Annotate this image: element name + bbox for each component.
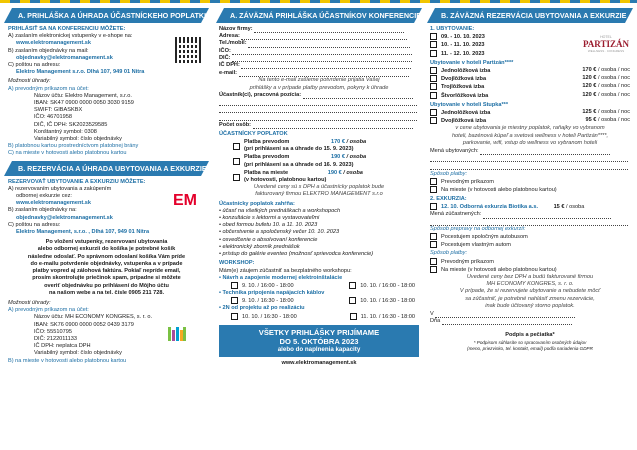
pay2-detail-1: IBAN: SK76 0900 0000 0052 0439 3179 [34,321,134,328]
a-line-2: B) zaslaním objednávky na mail: [8,47,89,54]
column-lodging-reservation [427,8,633,444]
eshop-link[interactable]: www.elektromanagement.sk [16,40,92,47]
fee-early-checkbox[interactable] [233,143,240,150]
workshop-1-slot-1[interactable]: 10. 10. / 16:30 - 18:00 [349,297,415,305]
field-email[interactable]: e-mail: [219,70,419,77]
cancel-note-1: sa zúčastniť, je potrebné nahlásiť zmenu rezervácie, [465,295,595,302]
header-b-lodging: B. REZERVÁCIA A ÚHRADA UBYTOVANIA A EXKURZIE [4,161,209,176]
pay-opt-0[interactable]: Prevodným príkazom [430,178,630,186]
date-option-1[interactable]: 10. - 11. 10. 2023 [430,41,630,49]
excursion-title: 2. EXKURZIA: [430,196,467,203]
field-dic[interactable]: DIČ: [219,55,419,62]
b-email-link[interactable]: objednavky@elektromanagement.sk [16,214,113,221]
pay2-detail-4: IČ DPH: neplatca DPH [34,343,91,350]
cancel-note-0: V prípade, že si rezervujete ubytovanie a nebudete môcť [459,288,601,295]
workshop-2-slots [219,313,419,321]
hotel2-title: Ubytovanie v hoteli Stupka*** [430,101,509,108]
emi-logo: EM [173,191,197,209]
fee-option-late[interactable]: Platba prevodom 190 € / osoba (pri prihlásení sa a úhrade od 16. 9. 2023) [219,154,419,168]
b-title: REZERVOVAŤ UBYTOVANIE A EXKURZIU MÔŽETE: [8,178,146,185]
fee-late-checkbox[interactable] [233,158,240,165]
pay2-detail-2: IČO: 55510795 [34,328,72,335]
hotel1-room-1[interactable]: Dvojlôžková izba 120 € / osoba / noc [430,75,630,83]
notice-0: Po vložení vstupenky, rezervovaní ubytovania [45,239,168,246]
pay-a-detail-6: Variabilný symbol: číslo objednávky [34,136,122,143]
notice-1: alebo odbornej exkurzii do košíka je potrebné košík [37,246,176,253]
cancel-note-2: inak bude účtovaný storno poplatok. [485,302,575,309]
section-a-content [4,23,209,158]
sign-note-1: (meno, priezvisko, tel. kontakt, email) podľa nariadenia GDPR [467,345,593,351]
b-line-1: odbornej exkurzie cez: [16,193,72,200]
includes-1: • konzultácie s lektormi a vystavovateľmi [219,215,320,222]
notice-block [8,239,205,297]
section-b-content [4,176,209,365]
banner-line-1: DO 5. OKTÓBRA 2023 [279,336,359,346]
hotel-note-0: v cene ubytovania je miestny poplatok, raňajky vo vybranom [455,125,605,132]
a-title: PRIHLÁSIŤ SA NA KONFERENCIU MÔŽETE: [8,26,126,32]
hotel2-room-0[interactable]: Jednolôžková izba 125 € / osoba / noc [430,109,630,117]
notice-5: prosím skontrolujte priečinok spam, prípadne si môžete [32,275,181,282]
pay2-detail-0: Názov účtu: MH ECONOMY KONGRES, s. r. o. [34,314,153,321]
header-registration: A. ZÁVÄZNÁ PRIHLÁŠKA ÚČASTNÍKOV KONFERENCIE [216,8,422,23]
top-stripe [0,0,637,3]
notice-2: následne odoslať. Po správnom odoslaní košíka Vám príde [27,253,186,260]
transport-opt-0[interactable]: Pocestujem spoločným autobusom [430,233,630,241]
notice-6: overiť objednávku po prihlásení do Môjho účtu [44,282,169,289]
field-icdph[interactable]: IČ DPH: [219,62,419,69]
field-phone[interactable]: Tel./mobil: [219,40,419,47]
pay2-detail-5: Variabilný symbol: číslo objednávky [34,350,122,357]
includes-2: • obed formou bufetu 10. a 11. 10. 2023 [219,222,318,229]
fee-option-early[interactable]: Platba prevodom 170 € / osoba (pri prihlásení sa a úhrade do 15. 9. 2023) [219,139,419,153]
b-line-3: B) zaslaním objednávky na: [8,207,77,214]
field-ico[interactable]: IČO: [219,48,419,55]
pay2-details [8,314,205,357]
field-address[interactable]: Adresa: [219,33,419,40]
transport-opt-1[interactable]: Pocestujem vlastným autom [430,241,630,249]
pay-a-detail-1: IBAN: SK47 0900 0000 0050 3030 9159 [34,100,134,107]
pay-a: A) prevodným príkazom na účet: [8,85,89,92]
hotel1-title: Ubytovanie v hoteli Partizán**** [430,59,514,66]
includes-5: • elektronický zborník prednášok [219,243,300,250]
field-company[interactable]: Názov firmy: [219,26,419,33]
notice-4: platby vopred aj zálohová faktúra. Pokiaľ nepríde email, [32,268,181,275]
a-line-4: C) poštou na adresu: [8,62,61,69]
deadline-banner [219,325,419,357]
logo-partizan-text: PARTIZÁN [582,39,629,49]
pay2-a: A) prevodným príkazom na účet: [8,307,89,314]
postal-address: Elektro Management s.r.o. Dlhá 107, 949 01 Nitra [16,69,145,76]
includes-title: Účastnícky poplatok zahŕňa: [219,200,295,207]
workshop-0-slots [219,282,419,290]
workshop-1-title: • Technika pripojenia napájacích káblov [219,290,325,297]
hotel1-room-3[interactable]: Štvorlôžková izba 120 € / osoba / noc [430,92,630,100]
mh-note-0: Uvedené ceny bez DPH a budú fakturované firmou [466,274,594,281]
fee-option-onsite[interactable]: Platba na mieste 190 € / osoba (v hotovosti, platobnou kartou) [219,170,419,184]
banner-line-0: VŠETKY PRIHLÁŠKY PRIJÍMAME [258,327,380,337]
lodging-title: 1. UBYTOVANIE: [430,26,475,32]
banner-line-2: alebo do naplnenia kapacity [277,345,361,353]
workshop-2-slot-1[interactable]: 11. 10. / 16:30 - 18:00 [350,313,415,321]
pay2-b: B) na mieste v hotovosti alebo platobnou kartou [8,357,127,364]
a-line-0: A) zaslaním elektronickej vstupenky v e-shope na: [8,33,133,40]
hotel-note-2: parkovanie, wifi, vstup do wellness vo vybranom hoteli [462,139,598,146]
pay2-title: Možnosti úhrady: [8,299,51,306]
pay-opt-1[interactable]: Na mieste (v hotovosti alebo platobnou kartou) [430,186,630,194]
email-note-0: Na tento e-mail zašleme potvrdenie prijatia Vašej [258,77,380,84]
hotel2-room-1[interactable]: Dvojlôžková izba 95 € / osoba / noc [430,117,630,125]
mh-note-1: MH ECONOMY KONGRES, s. r. o. [486,281,574,288]
pay-a-detail-4: DIČ, IČ DPH: SK2023529585 [34,121,108,128]
sign-label: Podpis a pečiatka* [505,332,555,339]
date-option-0[interactable]: 09. - 10. 10. 2023 [430,33,630,41]
email-note-1: prihlášky a v prípade platby prevodom, pokyny k úhrade [249,84,389,91]
field-date[interactable]: Dňa [430,318,630,325]
footer-url[interactable]: www.elektromanagement.sk [281,359,357,366]
pay-a-detail-5: Konštantný symbol: 0308 [34,128,97,135]
workshop-2-slot-0[interactable]: 10. 10. / 16:30 - 18:00 [231,313,297,321]
workshop-1-slots [219,297,419,305]
includes-0: • účasť na všetkých prednáškach a workshopoch [219,207,341,214]
field-participants[interactable]: Účastník(ci), pracovná pozícia: [219,92,419,99]
workshop-0-title: • Návrh a zapojenie modernej elektroinštalácie [219,274,343,281]
registration-form [216,23,422,367]
field-guests[interactable]: Mená ubytovaných: [430,148,630,155]
workshop-0-slot-1[interactable]: 10. 10. / 16:00 - 18:00 [349,282,415,290]
pay2-title: Spôsob platby: [430,250,468,257]
pay2-opt-1[interactable]: Na mieste (v hotovosti alebo platobnou kartou) [430,266,630,274]
fee-note-1: fakturovaný firmou ELEKTRO MANAGEMENT s.r.o [255,191,383,198]
pay-a-detail-0: Názov účtu: Elektro Management, s.r.o. [34,92,132,99]
pay-title: Možnosti úhrady: [8,78,51,85]
includes-6: • prístup do galérie eventeo (možnosť sprievodca konferencie) [219,251,374,258]
workshop-title: WORKSHOP: [219,260,255,267]
b-line-0: A) rezervovaním ubytovania a zakúpením [8,185,112,192]
lodging-form [427,23,633,352]
includes-3: • občerstvenie a spoločenský večer 10. 10. 2023 [219,229,340,236]
mh-logo-icon [167,324,187,344]
pay2-opt-0[interactable]: Prevodným príkazom [430,258,630,266]
pay-b: B) platobnou kartou prostredníctvom platobnej brány [8,143,139,150]
field-excursion-names[interactable]: Mená zúčastnených: [430,211,630,218]
notice-7: na našom webe a na tel. čísle 0905 211 728. [48,289,165,296]
transport-title: Spôsob prepravy na odbornej exkurzii: [430,225,526,232]
workshop-0-slot-0[interactable]: 9. 10. / 16:00 - 18:00 [231,282,294,290]
pay2-detail-3: DIČ: 2122011133 [34,335,78,342]
b-eshop-link[interactable]: www.elektromanagement.sk [16,200,92,207]
pay-c: C) na mieste v hotovosti alebo platobnou kartou [8,150,127,157]
pay-a-detail-3: IČO: 46701958 [34,114,72,121]
column-registration-form [216,8,422,444]
logo-hotel-text: HOTEL [600,35,612,39]
pay-a-detail-2: SWIFT: GIBASKBX [34,107,83,114]
notice-3: do e-mailu potvrdenie objednávky, vstupenka a v prípade [30,260,183,267]
excursion-option[interactable]: 12. 10. Odborná exkurzia Biotika a.s. 15 € / osoba [430,203,630,211]
workshop-1-slot-0[interactable]: 9. 10. / 16:30 - 18:00 [231,297,294,305]
hotel1-room-0[interactable]: Jednolôžková izba 170 € / osoba / noc [430,67,630,75]
b-postal-address: Elektro Management, s.r.o. , Dlhá 107, 949 01 Nitra [16,229,150,236]
sign-note-0: * Podpisom súhlasíte so spracovaním osobných údajov [473,339,587,345]
fee-note-0: Uvedené ceny sú s DPH a účastnícky poplatok bude [253,184,385,191]
field-count[interactable]: Počet osôb: [219,122,419,129]
fee-onsite-checkbox[interactable] [233,174,240,181]
hotel1-room-2[interactable]: Trojlôžková izba 120 € / osoba / noc [430,83,630,91]
workshop-2-title: • 2N od projektu až po realizáciu [219,305,305,312]
qr-code-icon[interactable] [175,37,201,63]
b-line-5: C) poštou na adresu: [8,221,61,228]
column-payment-info [4,8,209,444]
fee-title: ÚČASTNÍCKY POPLATOK [219,130,288,137]
hotel-note-1: hoteli, bazénová kúpeľ a svetová wellness v hoteli Partizán****, [451,132,609,139]
date-option-2[interactable]: 11. - 12. 10. 2023 [430,50,630,58]
partizan-logo [583,35,629,53]
workshop-intro: Mám(e) záujem zúčastniť sa bezplatného workshopu: [219,267,352,274]
pay-title: Spôsob platby: [430,170,468,177]
includes-4: • osvedčenie o absolvovaní konferencie [219,236,318,243]
logo-sub-text: WELLNESS · CONGRESS [587,49,625,53]
header-a-payment: A. PRIHLÁŠKA A ÚHRADA ÚČASTNÍCKEHO POPLATKU [4,8,209,23]
header-lodging: B. ZÁVÄZNÁ REZERVÁCIA UBYTOVANIA A EXKURZIE [427,8,633,23]
orders-email-link[interactable]: objednavky@elektromanagement.sk [16,54,113,61]
field-place[interactable]: V [430,311,630,318]
